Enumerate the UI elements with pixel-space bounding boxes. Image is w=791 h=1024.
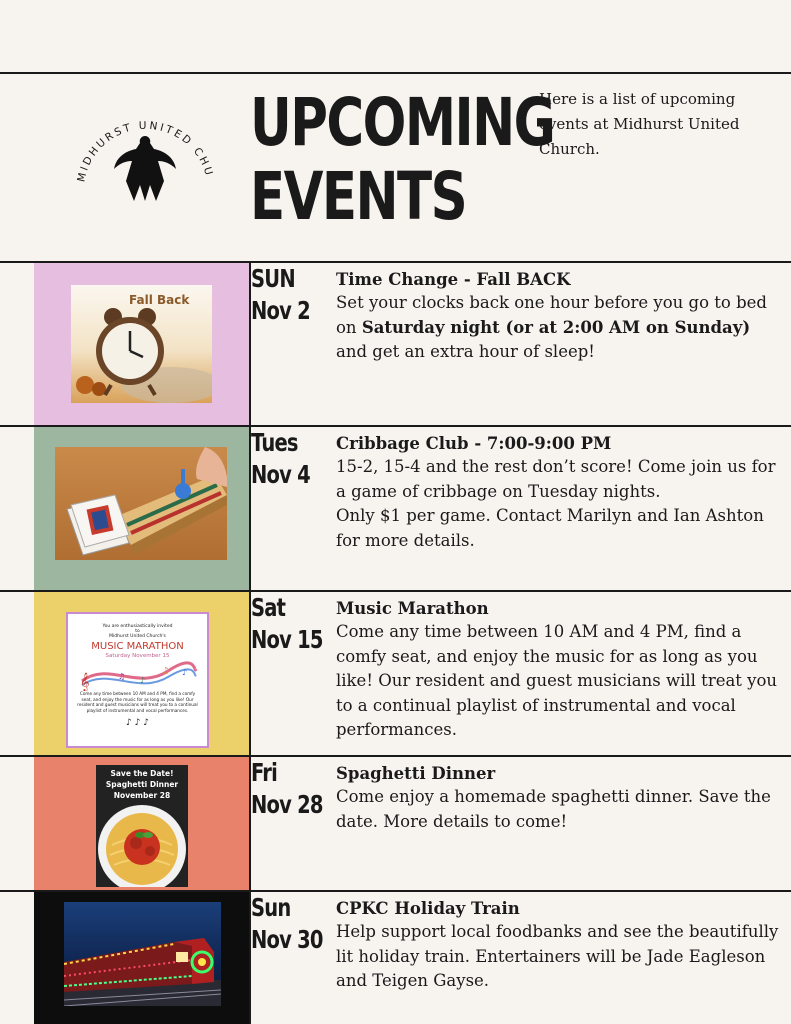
event-title: CPKC Holiday Train [336,899,520,918]
event-date: Tues Nov 4 [251,428,310,489]
event-thumb-cell [34,427,249,590]
event-description-line: 15-2, 15-4 and the rest don’t score! Come join us for a game of cribbage on Tuesday nights. [336,457,776,501]
event-description: Set your clocks back one hour before you go to bed on Saturday night (or at 2:00 AM on Sunday) and get an extra hour of sleep! [336,293,767,361]
clock-icon [71,285,212,403]
poster-text: Save the Date! [110,769,174,778]
music-notes-icon [78,661,198,691]
cribbage-image [55,447,227,560]
poster-text: to [135,629,140,634]
logo-text: MIDHURST UNITED CHU [75,119,216,184]
image-caption: Fall Back [129,293,190,307]
church-logo [70,96,220,226]
intro-text: Here is a list of upcoming events at Midhurst United Church. [539,90,740,158]
svg-text:𝄞: 𝄞 [79,672,89,691]
event-date: Sun Nov 30 [251,893,323,954]
event-description: Come any time between 10 AM and 4 PM, find a comfy seat, and enjoy the music for as long as you like! Our resident and guest musicians will treat you to a continual playlist of instrumental and vocal performances. [336,622,778,739]
hand-icon [196,447,227,487]
playing-cards-icon [67,495,129,555]
event-title: Time Change - Fall BACK [336,270,571,289]
fall-back-image [71,285,212,403]
event-date: SUN Nov 2 [251,264,310,325]
event-thumb-cell [34,757,249,890]
music-marathon-poster [66,612,209,748]
event-details [336,598,784,743]
event-thumb-cell [34,592,249,755]
event-details [336,763,784,834]
event-title: Spaghetti Dinner [336,764,496,783]
svg-text:♫: ♫ [161,666,169,675]
spaghetti-plate-icon [96,805,188,887]
event-title: Music Marathon [336,599,489,618]
holiday-train-image [64,902,221,1006]
event-date: Sat Nov 15 [251,593,323,654]
event-description: Come enjoy a homemade spaghetti dinner. Save the date. More details to come! [336,787,771,831]
poster-text: November 28 [113,791,171,800]
event-row [0,263,791,425]
poster-text: Spaghetti Dinner [105,780,179,789]
poster-text: Midhurst United Church's [109,634,166,639]
event-row [0,892,791,1024]
event-details [336,433,784,553]
poster-heading: MUSIC MARATHON [91,641,184,652]
event-row [0,592,791,755]
event-date: Fri Nov 28 [251,758,323,819]
dove-icon [114,136,176,201]
spaghetti-image [96,765,188,887]
poster-body: Come any time between 10 AM and 4 PM, find a comfy seat, and enjoy the music for as long as you like! Our resident and guest musicians will treat you to a continual playlist of instrumental and vocal performances. [77,691,198,713]
event-details [336,898,784,994]
event-thumb-cell [34,892,249,1024]
event-title: Cribbage Club - 7:00-9:00 PM [336,434,612,453]
event-details [336,269,784,365]
svg-text:♪: ♪ [139,676,145,685]
top-divider [0,72,791,74]
poster-text: You are enthusiastically invited [102,624,173,629]
svg-text:♪: ♪ [181,668,187,677]
svg-text:♫: ♫ [117,672,125,681]
event-description: Help support local foodbanks and see the beautifully lit holiday train. Entertainers will be Jade Eagleson and Teigen Gayse. [336,922,779,990]
event-thumb-cell [34,263,249,425]
page-title: UPCOMING EVENTS [250,84,555,235]
poster-notes: ♪ ♪ ♪ [126,718,149,728]
event-row [0,757,791,890]
event-description-line: Only $1 per game. Contact Marilyn and Ian Ashton for more details. [336,506,764,550]
event-row [0,427,791,590]
train-icon [64,902,221,1006]
poster-date: Saturday November 15 [105,653,170,659]
